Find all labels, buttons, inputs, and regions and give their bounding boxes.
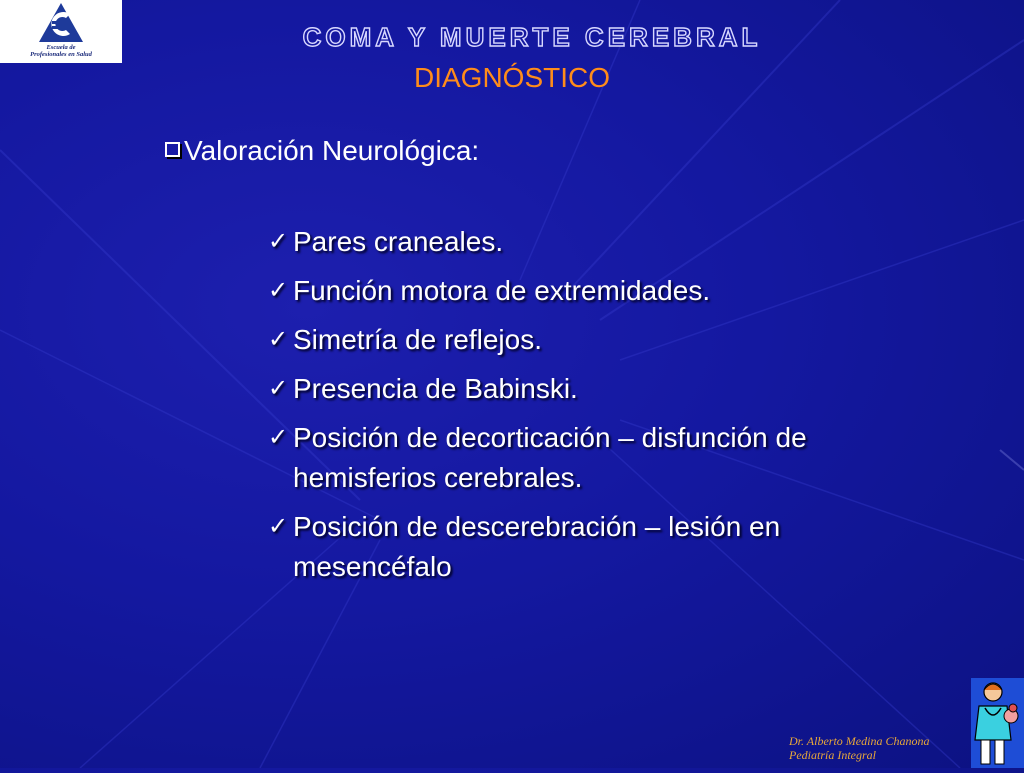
- school-logo: [0, 0, 122, 63]
- checkmark-icon: ✓: [268, 277, 289, 304]
- list-item: [268, 222, 968, 262]
- list-item-text: Presencia de Babinski.: [293, 373, 578, 404]
- checkbox-bullet-icon: [165, 142, 180, 157]
- checklist: [268, 222, 968, 596]
- list-item-text: Función motora de extremidades.: [293, 275, 711, 306]
- section-heading: [165, 135, 479, 167]
- school-logo-text: [0, 44, 122, 58]
- school-logo-icon: [38, 2, 84, 44]
- list-item: [268, 320, 968, 360]
- list-item-text: Pares craneales.: [293, 226, 504, 257]
- author-specialty: Pediatría Integral: [789, 748, 876, 762]
- school-logo-line-1: Escuela de: [46, 44, 76, 51]
- author-credit: [789, 734, 969, 762]
- section-heading-label: Valoración Neurológica:: [184, 135, 480, 166]
- school-logo-line-2: Profesionales en Salud: [30, 51, 92, 58]
- list-item-text: Simetría de reflejos.: [293, 324, 542, 355]
- doctor-clipart: [971, 678, 1024, 768]
- checkmark-icon: ✓: [268, 513, 289, 540]
- checkmark-icon: ✓: [268, 326, 289, 353]
- checkmark-icon: ✓: [268, 228, 289, 255]
- list-item: [268, 507, 968, 587]
- list-item: [268, 369, 968, 409]
- list-item-text: Posición de descerebración – lesión en: [293, 511, 781, 542]
- list-item-text-continued: hemisferios cerebrales.: [293, 462, 583, 493]
- checkmark-icon: ✓: [268, 424, 289, 451]
- author-name: Dr. Alberto Medina Chanona: [789, 734, 930, 748]
- slide-title: COMA Y MUERTE CEREBRAL: [302, 22, 762, 52]
- doctor-clipart-icon: [971, 678, 1024, 768]
- list-item: [268, 271, 968, 311]
- checkmark-icon: ✓: [268, 375, 289, 402]
- slide-subtitle: DIAGNÓSTICO: [413, 62, 610, 93]
- list-item-text-continued: mesencéfalo: [293, 551, 452, 582]
- list-item-text: Posición de decorticación – disfunción de: [293, 422, 807, 453]
- list-item: [268, 418, 968, 498]
